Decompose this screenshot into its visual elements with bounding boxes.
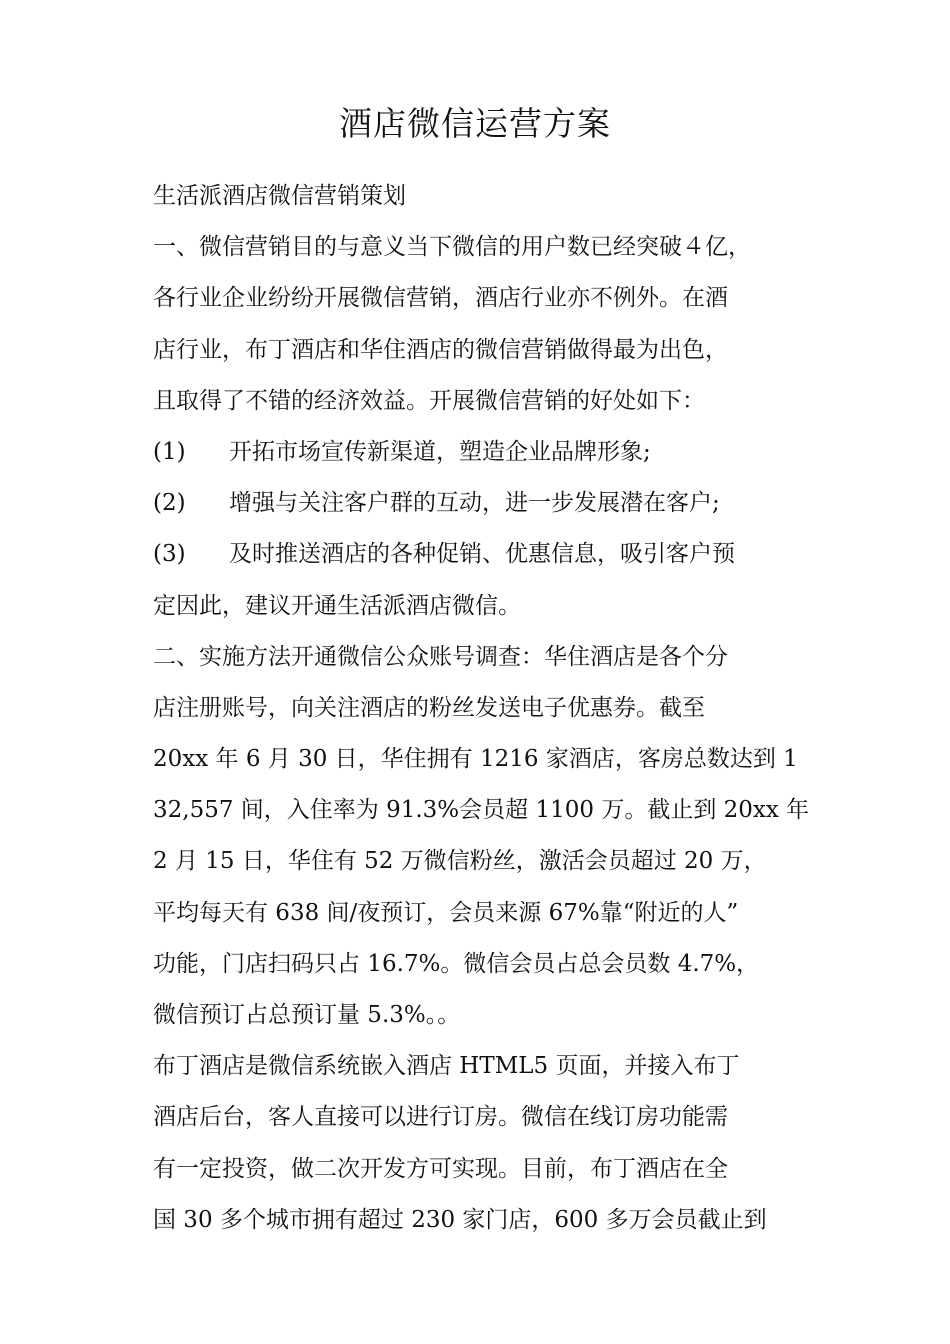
text-line: 且取得了不错的经济效益。开展微信营销的好处如下： (153, 387, 705, 414)
list-number: (2) (153, 490, 186, 517)
text-line: 国 30 多个城市拥有超过 230 家门店，600 多万会员截止到 (153, 1206, 767, 1233)
list-number: (3) (153, 541, 186, 568)
text-line: 功能，门店扫码只占 16.7%。微信会员占总会员数 4.7%， (153, 950, 760, 977)
text-line: 各行业企业纷纷开展微信营销，酒店行业亦不例外。在酒 (153, 285, 728, 312)
text-line: 一、微信营销目的与意义当下微信的用户数已经突破４亿， (153, 234, 751, 261)
text-line: 平均每天有 638 间/夜预订，会员来源 67%靠“附近的人” (153, 899, 739, 926)
text-line: 有一定投资，做二次开发方可实现。目前，布丁酒店在全 (153, 1155, 728, 1182)
text-line: 20xx 年 6 月 30 日，华住拥有 1216 家酒店，客房总数达到 1 (153, 746, 798, 773)
list-number: (1) (153, 438, 186, 465)
list-item-text: 开拓市场宣传新渠道，塑造企业品牌形象; (229, 438, 651, 465)
text-line (153, 430, 813, 481)
text-line (153, 481, 813, 532)
text-line: 32,557 间，入住率为 91.3%会员超 1100 万。截止到 20xx 年 (153, 797, 810, 824)
text-line: 2 月 15 日，华住有 52 万微信粉丝，激活会员超过 20 万， (153, 848, 767, 875)
text-line: 布丁酒店是微信系统嵌入酒店 HTML5 页面，并接入布丁 (153, 1053, 740, 1080)
text-line: 生活派酒店微信营销策划 (153, 183, 406, 209)
text-line: 店注册账号，向关注酒店的粉丝发送电子优惠券。截至 (153, 694, 705, 721)
document-body (153, 174, 813, 1249)
list-item-text: 及时推送酒店的各种促销、优惠信息，吸引客户预 (229, 541, 735, 568)
text-line: 店行业，布丁酒店和华住酒店的微信营销做得最为出色， (153, 336, 728, 363)
document-title: 酒店微信运营方案 (339, 104, 611, 143)
text-line (153, 532, 813, 583)
list-item-text: 增强与关注客户群的互动，进一步发展潜在客户; (229, 490, 720, 517)
text-line: 酒店后台，客人直接可以进行订房。微信在线订房功能需 (153, 1104, 728, 1131)
text-line: 二、实施方法开通微信公众账号调查：华住酒店是各个分 (153, 643, 728, 670)
text-line: 微信预订占总预订量 5.3%。。 (153, 1002, 461, 1028)
text-line: 定因此，建议开通生活派酒店微信。 (153, 592, 521, 619)
